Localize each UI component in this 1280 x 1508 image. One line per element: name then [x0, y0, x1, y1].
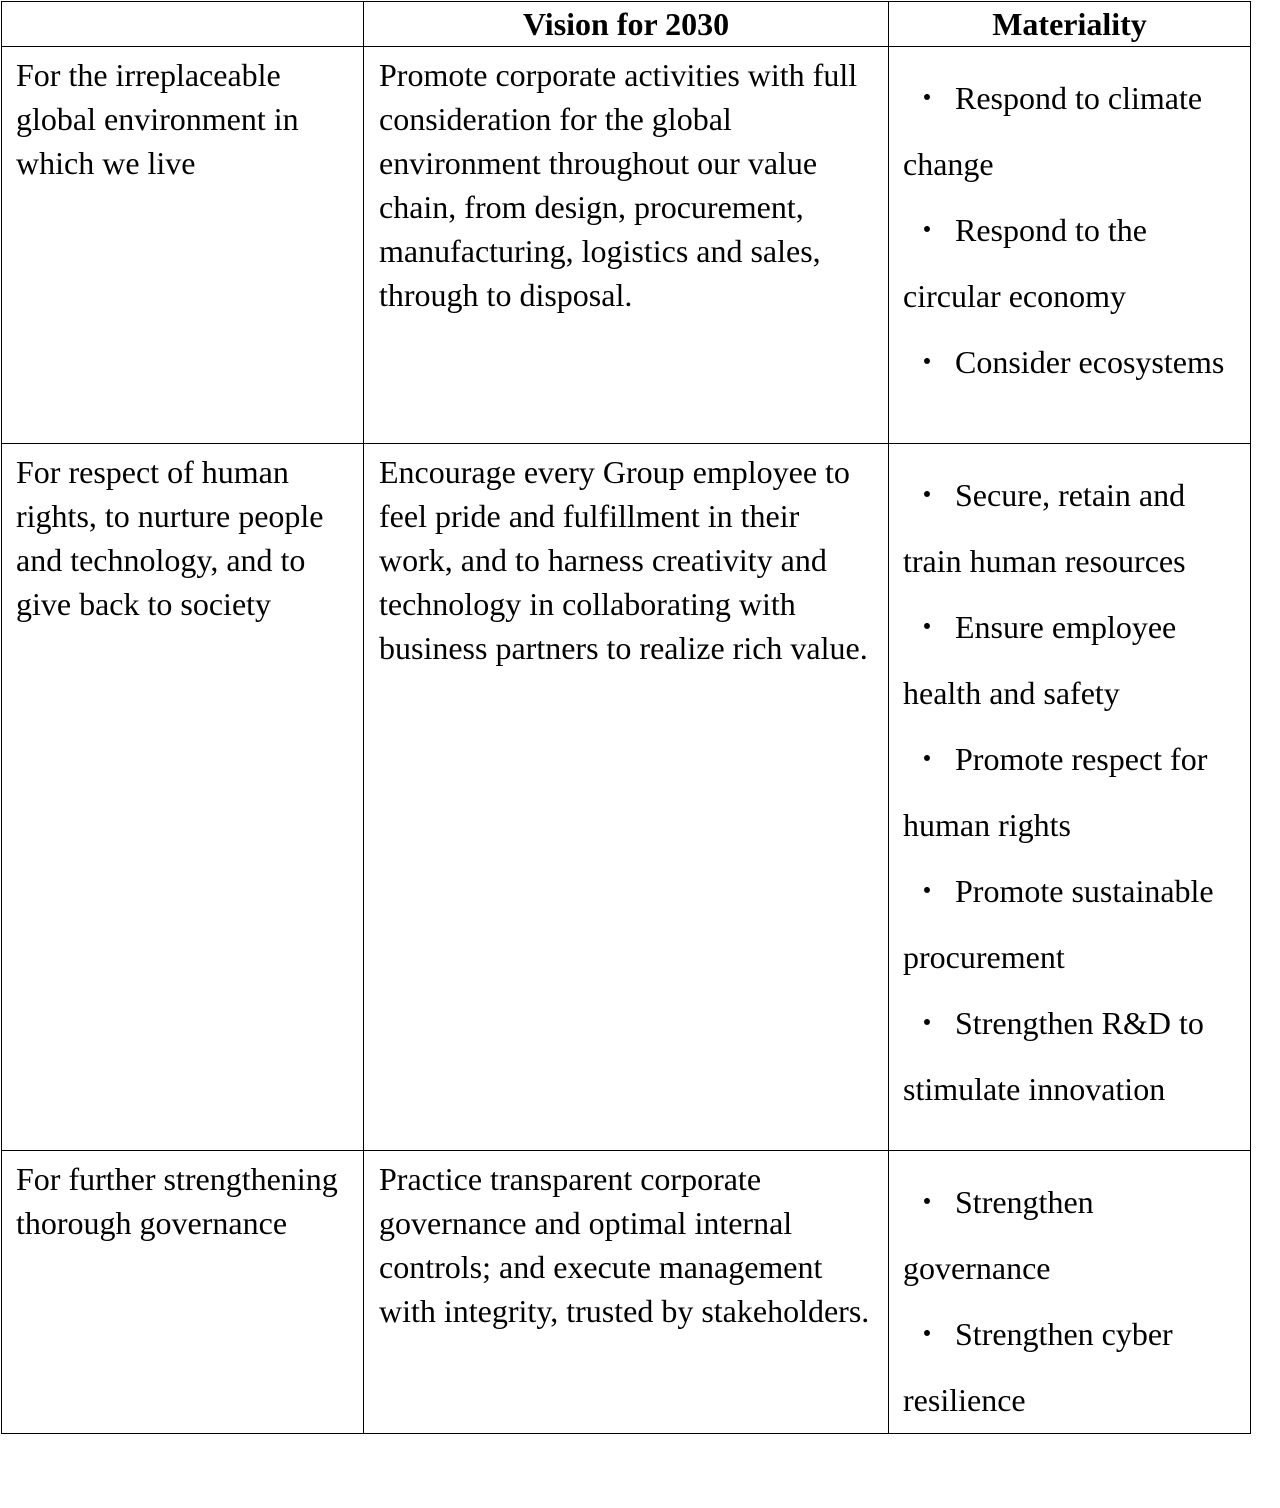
theme-text: For the irreplaceable global environment in which we live — [16, 57, 299, 181]
bullet-icon: ・ — [911, 477, 944, 513]
materiality-text: Consider ecosystems — [955, 344, 1225, 380]
bullet-icon: ・ — [911, 609, 944, 645]
vision-text: Practice transparent corporate governance and optimal internal controls; and execute management with integrity, trusted by stakeholders. — [379, 1161, 870, 1329]
bullet-icon: ・ — [911, 1316, 944, 1352]
vision-text: Promote corporate activities with full consideration for the global environment throughout our value chain, from design, procurement, manufacturing, logistics and sales, through to disposal. — [379, 57, 858, 313]
header-vision: Vision for 2030 — [364, 2, 889, 47]
theme-cell — [2, 1151, 364, 1434]
vision-text: Encourage every Group employee to feel pride and fulfillment in their work, and to harness creativity and technology in collaborating with business partners to realize rich value. — [379, 454, 868, 666]
bullet-icon: ・ — [911, 1184, 944, 1220]
header-theme — [2, 2, 364, 47]
materiality-text: Strengthen R&D to stimulate innovation — [903, 1005, 1204, 1107]
bullet-icon: ・ — [911, 741, 944, 777]
materiality-text: Strengthen cyber resilience — [903, 1316, 1173, 1418]
materiality-list — [889, 1151, 1250, 1433]
materiality-cell — [889, 444, 1251, 1151]
materiality-item — [903, 858, 1242, 990]
bullet-icon: ・ — [911, 344, 944, 380]
materiality-item — [903, 594, 1242, 726]
theme-text: For further strengthening thorough governance — [16, 1161, 338, 1241]
materiality-list — [889, 47, 1250, 395]
materiality-item — [903, 65, 1242, 197]
theme-text: For respect of human rights, to nurture people and technology, and to give back to society — [16, 454, 324, 622]
materiality-text: Promote respect for human rights — [903, 741, 1208, 843]
theme-cell — [2, 444, 364, 1151]
materiality-item — [903, 726, 1242, 858]
bullet-icon: ・ — [911, 212, 944, 248]
materiality-item — [903, 462, 1242, 594]
materiality-item — [903, 329, 1242, 395]
vision-cell — [364, 444, 889, 1151]
materiality-text: Secure, retain and train human resources — [903, 477, 1186, 579]
materiality-text: Ensure employee health and safety — [903, 609, 1177, 711]
bullet-icon: ・ — [911, 80, 944, 116]
materiality-text: Promote sustainable procurement — [903, 873, 1214, 975]
table-row — [2, 47, 1251, 444]
table-row — [2, 1151, 1251, 1434]
materiality-list — [889, 444, 1250, 1122]
materiality-item — [903, 990, 1242, 1122]
header-row — [2, 2, 1251, 47]
theme-cell — [2, 47, 364, 444]
materiality-text: Respond to the circular economy — [903, 212, 1147, 314]
vision-cell — [364, 1151, 889, 1434]
vision-materiality-table — [1, 1, 1251, 1434]
materiality-item — [903, 197, 1242, 329]
bullet-icon: ・ — [911, 1005, 944, 1041]
materiality-text: Strengthen governance — [903, 1184, 1094, 1286]
materiality-cell — [889, 1151, 1251, 1434]
header-materiality: Materiality — [889, 2, 1251, 47]
materiality-text: Respond to climate change — [903, 80, 1203, 182]
materiality-item — [903, 1301, 1242, 1433]
materiality-cell — [889, 47, 1251, 444]
materiality-item — [903, 1169, 1242, 1301]
vision-cell — [364, 47, 889, 444]
bullet-icon: ・ — [911, 873, 944, 909]
table-row — [2, 444, 1251, 1151]
